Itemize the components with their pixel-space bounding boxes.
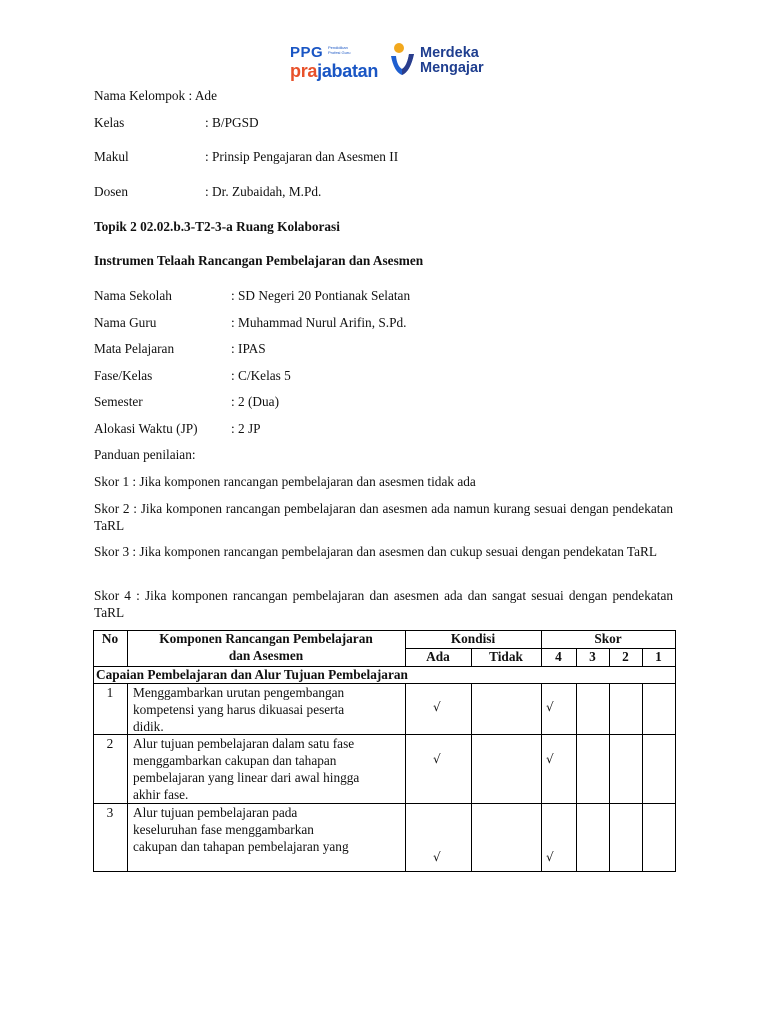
panduan-title: Panduan penilaian: [94, 447, 196, 462]
skor-2-text: Skor 2 : Jika komponen rancangan pembelajaran dan asesmen ada namun kurang sesuai dengan pendekatan TaRL [94, 501, 673, 533]
row-2-line1: Alur tujuan pembelajaran dalam satu fase [133, 736, 355, 751]
row-3-skor4-check: √ [546, 850, 554, 864]
fase-kelas-value: : C/Kelas 5 [231, 368, 291, 383]
header-no: No [101, 631, 119, 646]
telaah-table [93, 630, 676, 872]
ppg-logo-small-text: Pendidikan Profesi Guru [328, 45, 351, 55]
row-2-line4: akhir fase. [133, 787, 189, 802]
semester-label: Semester [94, 394, 143, 409]
row-3-line2: keseluruhan fase menggambarkan [133, 822, 314, 837]
row-1-skor4-check: √ [546, 700, 554, 714]
mata-pelajaran-label: Mata Pelajaran [94, 341, 175, 356]
merdeka-mengajar-logo [388, 42, 518, 84]
row-1-line2: kompetensi yang harus dikuasai peserta [133, 702, 345, 717]
header-komponen-line1: Komponen Rancangan Pembelajaran [159, 631, 373, 646]
header-skor-1: 1 [655, 649, 662, 664]
header-skor-4: 4 [555, 649, 562, 664]
skor-4-text: Skor 4 : Jika komponen rancangan pembelajaran dan asesmen ada dan sangat sesuai dengan pendekatan TaRL [94, 588, 673, 620]
skor-1-text: Skor 1 : Jika komponen rancangan pembelajaran dan asesmen tidak ada [94, 474, 476, 489]
header-skor-3: 3 [589, 649, 596, 664]
row-2-line2: menggambarkan cakupan dan tahapan [133, 753, 337, 768]
row-1-ada-check: √ [433, 700, 441, 714]
nama-sekolah-value: : SD Negeri 20 Pontianak Selatan [231, 288, 411, 303]
section-capaian: Capaian Pembelajaran dan Alur Tujuan Pembelajaran [96, 667, 408, 682]
dosen-label: Dosen [94, 184, 128, 199]
row-2-line3: pembelajaran yang linear dari awal hingga [133, 770, 360, 785]
skor-3-text: Skor 3 : Jika komponen rancangan pembelajaran dan asesmen dan cukup sesuai dengan pendekatan TaRL [94, 544, 658, 559]
nama-guru-value: : Muhammad Nurul Arifin, S.Pd. [231, 315, 407, 330]
mata-pelajaran-value: : IPAS [231, 341, 266, 356]
topic-heading: Topik 2 02.02.b.3-T2-3-a Ruang Kolaborasi [94, 219, 340, 234]
row-3-no: 3 [106, 805, 114, 820]
merdeka-mengajar-wordmark: Merdeka Mengajar [420, 45, 484, 76]
fase-kelas-label: Fase/Kelas [94, 368, 153, 383]
semester-value: : 2 (Dua) [231, 394, 279, 409]
ppg-prajabatan-logo [290, 44, 382, 84]
makul-value: : Prinsip Pengajaran dan Asesmen II [205, 149, 399, 164]
dosen-value: : Dr. Zubaidah, M.Pd. [205, 184, 322, 199]
instrument-title: Instrumen Telaah Rancangan Pembelajaran dan Asesmen [94, 253, 424, 268]
kelas-value: : B/PGSD [205, 115, 259, 130]
row-3-ada-check: √ [433, 850, 441, 864]
ppg-logo-bottom: prajabatan [290, 61, 379, 81]
makul-label: Makul [94, 149, 129, 164]
merdeka-mengajar-icon [388, 42, 416, 78]
alokasi-waktu-value: : 2 JP [231, 421, 261, 436]
header-kondisi: Kondisi [450, 631, 496, 646]
header-komponen-line2: dan Asesmen [228, 648, 304, 663]
row-2-no: 2 [106, 736, 114, 751]
alokasi-waktu-label: Alokasi Waktu (JP) [94, 421, 198, 436]
row-1-line3: didik. [133, 719, 164, 734]
header-skor-2: 2 [622, 649, 629, 664]
nama-guru-label: Nama Guru [94, 315, 157, 330]
row-3-line1: Alur tujuan pembelajaran pada [133, 805, 298, 820]
ppg-logo-top: PPG [290, 44, 324, 61]
kelas-label: Kelas [94, 115, 125, 130]
nama-sekolah-label: Nama Sekolah [94, 288, 172, 303]
row-1-line1: Menggambarkan urutan pengembangan [133, 685, 345, 700]
row-3-line3: cakupan dan tahapan pembelajaran yang [133, 839, 349, 854]
header-tidak: Tidak [489, 649, 523, 664]
row-1-no: 1 [106, 685, 114, 700]
header-skor: Skor [594, 631, 622, 646]
row-2-ada-check: √ [433, 752, 441, 766]
row-2-skor4-check: √ [546, 752, 554, 766]
header-ada: Ada [426, 649, 450, 664]
nama-kelompok: Nama Kelompok : Ade [94, 88, 217, 103]
